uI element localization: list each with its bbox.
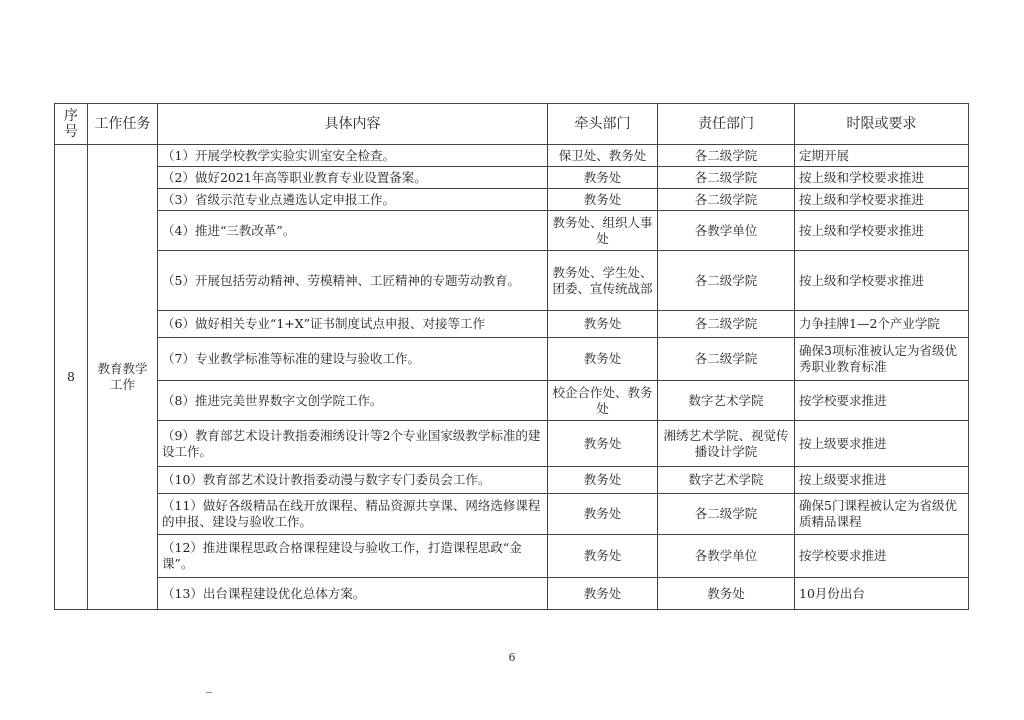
content-cell: （12）推进课程思政合格课程建设与验收工作，打造课程思政“金课”。 — [158, 535, 548, 578]
resp-dept-cell: 教务处 — [658, 578, 795, 610]
resp-dept-cell: 数字艺术学院 — [658, 467, 795, 494]
requirement-cell: 按上级和学校要求推进 — [795, 189, 969, 211]
content-cell: （11）做好各级精品在线开放课程、精品资源共享课、网络选修课程的申报、建设与验收工作。 — [158, 494, 548, 535]
content-cell: （7）专业教学标准等标准的建设与验收工作。 — [158, 338, 548, 381]
table-row — [55, 311, 969, 338]
lead-dept-cell: 教务处 — [548, 578, 658, 610]
content-cell: （1）开展学校教学实验实训室安全检查。 — [158, 145, 548, 167]
header-lead-dept: 牵头部门 — [548, 104, 658, 145]
content-cell: （3）省级示范专业点遴选认定申报工作。 — [158, 189, 548, 211]
table-row — [55, 167, 969, 189]
table-row — [55, 494, 969, 535]
requirement-cell: 按上级和学校要求推进 — [795, 251, 969, 311]
resp-dept-cell: 各二级学院 — [658, 311, 795, 338]
content-cell: （8）推进完美世界数字文创学院工作。 — [158, 381, 548, 421]
lead-dept-cell: 教务处 — [548, 494, 658, 535]
table-row — [55, 578, 969, 610]
table-row — [55, 145, 969, 167]
table-row — [55, 338, 969, 381]
lead-dept-cell: 教务处 — [548, 189, 658, 211]
lead-dept-cell: 教务处 — [548, 311, 658, 338]
content-cell: （13）出台课程建设优化总体方案。 — [158, 578, 548, 610]
table-row — [55, 381, 969, 421]
lead-dept-cell: 教务处 — [548, 421, 658, 467]
requirement-cell: 10月份出台 — [795, 578, 969, 610]
table-row — [55, 251, 969, 311]
content-cell: （9）教育部艺术设计教指委湘绣设计等2个专业国家级教学标准的建设工作。 — [158, 421, 548, 467]
resp-dept-cell: 各二级学院 — [658, 167, 795, 189]
lead-dept-cell: 校企合作处、教务处 — [548, 381, 658, 421]
content-cell: （2）做好2021年高等职业教育专业设置备案。 — [158, 167, 548, 189]
header-task: 工作任务 — [88, 104, 158, 145]
content-cell: （10）教育部艺术设计教指委动漫与数字专门委员会工作。 — [158, 467, 548, 494]
header-requirement: 时限或要求 — [795, 104, 969, 145]
requirement-cell: 按上级和学校要求推进 — [795, 167, 969, 189]
header-number: 序号 — [55, 104, 88, 145]
table-header-row — [55, 104, 969, 145]
resp-dept-cell: 各二级学院 — [658, 189, 795, 211]
requirement-cell: 力争挂牌1—2个产业学院 — [795, 311, 969, 338]
lead-dept-cell: 保卫处、教务处 — [548, 145, 658, 167]
requirement-cell: 确保5门课程被认定为省级优质精品课程 — [795, 494, 969, 535]
table-row — [55, 535, 969, 578]
requirement-cell: 按上级要求推进 — [795, 421, 969, 467]
resp-dept-cell: 各教学单位 — [658, 535, 795, 578]
lead-dept-cell: 教务处 — [548, 338, 658, 381]
lead-dept-cell: 教务处 — [548, 535, 658, 578]
header-content: 具体内容 — [158, 104, 548, 145]
resp-dept-cell: 各二级学院 — [658, 494, 795, 535]
task-cell: 教育教学工作 — [88, 145, 158, 610]
work-plan-table — [54, 103, 969, 610]
lead-dept-cell: 教务处、组织人事处 — [548, 211, 658, 251]
requirement-cell: 定期开展 — [795, 145, 969, 167]
content-cell: （5）开展包括劳动精神、劳模精神、工匠精神的专题劳动教育。 — [158, 251, 548, 311]
table-row — [55, 189, 969, 211]
content-cell: （6）做好相关专业“1+X”证书制度试点申报、对接等工作 — [158, 311, 548, 338]
lead-dept-cell: 教务处 — [548, 467, 658, 494]
lead-dept-cell: 教务处、学生处、团委、宣传统战部 — [548, 251, 658, 311]
header-resp-dept: 责任部门 — [658, 104, 795, 145]
requirement-cell: 按学校要求推进 — [795, 535, 969, 578]
resp-dept-cell: 湘绣艺术学院、视觉传播设计学院 — [658, 421, 795, 467]
page-number: 6 — [508, 651, 516, 664]
resp-dept-cell: 各教学单位 — [658, 211, 795, 251]
footer-mark — [206, 692, 212, 693]
requirement-cell: 确保3项标准被认定为省级优秀职业教育标准 — [795, 338, 969, 381]
requirement-cell: 按上级和学校要求推进 — [795, 211, 969, 251]
requirement-cell: 按学校要求推进 — [795, 381, 969, 421]
row-number-cell: 8 — [55, 145, 88, 610]
resp-dept-cell: 数字艺术学院 — [658, 381, 795, 421]
resp-dept-cell: 各二级学院 — [658, 145, 795, 167]
requirement-cell: 按上级要求推进 — [795, 467, 969, 494]
table-row — [55, 211, 969, 251]
table-row — [55, 467, 969, 494]
table-row — [55, 421, 969, 467]
content-cell: （4）推进“三教改革”。 — [158, 211, 548, 251]
resp-dept-cell: 各二级学院 — [658, 338, 795, 381]
lead-dept-cell: 教务处 — [548, 167, 658, 189]
resp-dept-cell: 各二级学院 — [658, 251, 795, 311]
